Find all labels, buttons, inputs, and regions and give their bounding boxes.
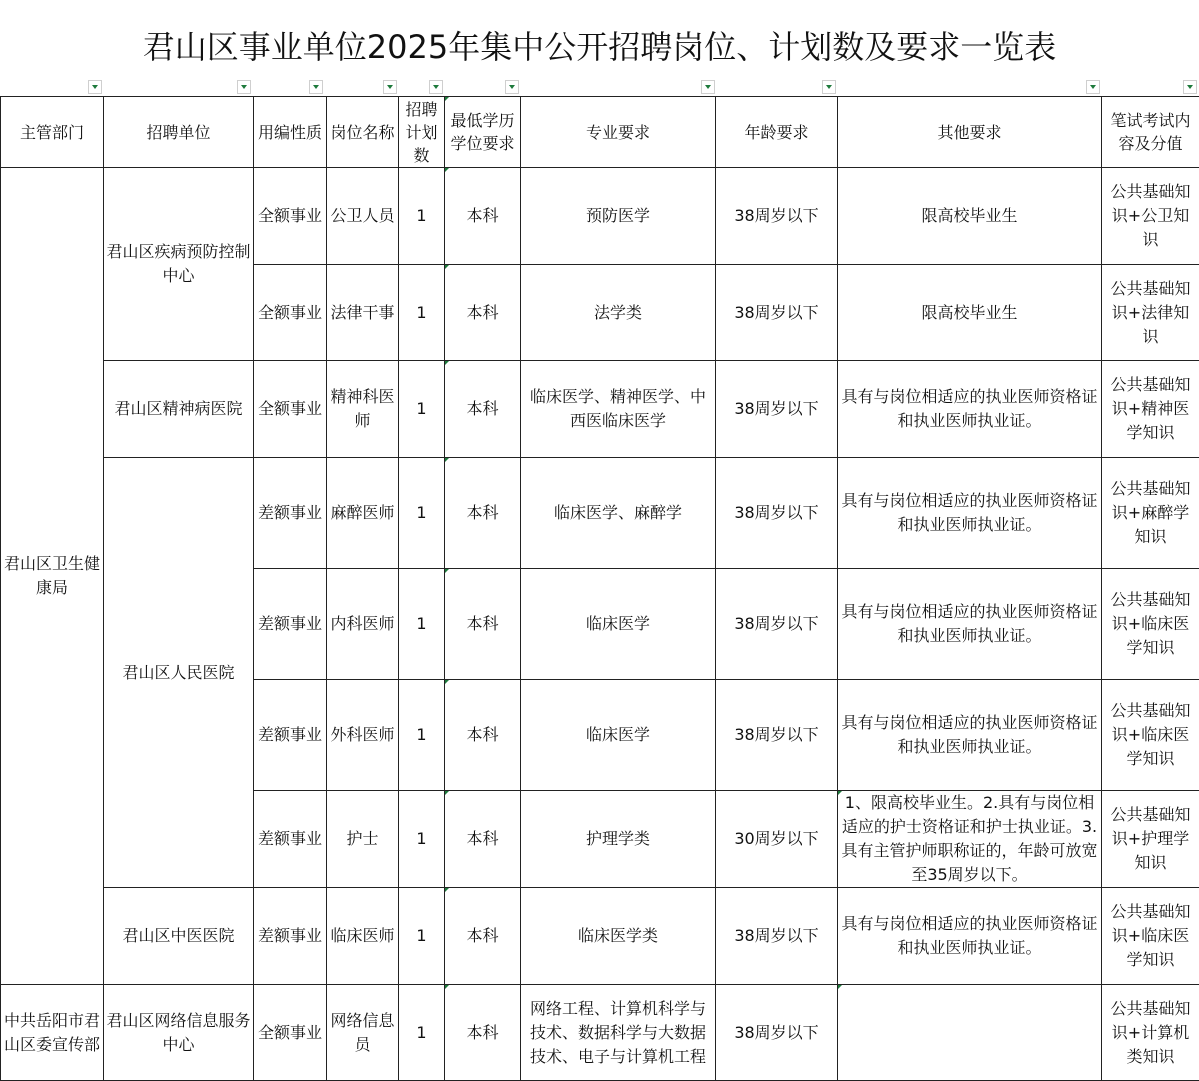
exam-cell: 公共基础知识+护理学知识 xyxy=(1102,791,1199,888)
nature-cell: 全额事业 xyxy=(254,265,327,361)
table-row xyxy=(1,985,1199,1081)
department-cell: 君山区卫生健康局 xyxy=(1,168,104,985)
count-cell: 1 xyxy=(399,888,445,985)
exam-cell: 公共基础知识+计算机类知识 xyxy=(1102,985,1199,1081)
filter-dropdown-icon[interactable] xyxy=(505,80,519,94)
header-cell: 笔试考试内容及分值 xyxy=(1102,97,1199,168)
table-row xyxy=(1,888,1199,985)
unit-cell: 君山区中医医院 xyxy=(104,888,254,985)
count-cell: 1 xyxy=(399,680,445,791)
unit-cell: 君山区人民医院 xyxy=(104,458,254,888)
exam-cell: 公共基础知识+临床医学知识 xyxy=(1102,680,1199,791)
post-cell: 护士 xyxy=(327,791,399,888)
major-cell: 网络工程、计算机科学与技术、数据科学与大数据技术、电子与计算机工程 xyxy=(521,985,716,1081)
major-cell: 临床医学 xyxy=(521,569,716,680)
major-cell: 临床医学、精神医学、中西医临床医学 xyxy=(521,361,716,458)
major-cell: 法学类 xyxy=(521,265,716,361)
other-cell: 具有与岗位相适应的执业医师资格证和执业医师执业证。 xyxy=(838,361,1102,458)
education-cell: 本科 xyxy=(445,361,521,458)
nature-cell: 全额事业 xyxy=(254,985,327,1081)
count-cell: 1 xyxy=(399,458,445,569)
count-cell: 1 xyxy=(399,985,445,1081)
education-cell: 本科 xyxy=(445,569,521,680)
major-cell: 临床医学 xyxy=(521,680,716,791)
post-cell: 外科医师 xyxy=(327,680,399,791)
filter-dropdown-icon[interactable] xyxy=(701,80,715,94)
age-cell: 38周岁以下 xyxy=(716,569,838,680)
education-cell: 本科 xyxy=(445,791,521,888)
education-cell: 本科 xyxy=(445,680,521,791)
exam-cell: 公共基础知识+精神医学知识 xyxy=(1102,361,1199,458)
major-cell: 临床医学、麻醉学 xyxy=(521,458,716,569)
count-cell: 1 xyxy=(399,265,445,361)
post-cell: 法律干事 xyxy=(327,265,399,361)
exam-cell: 公共基础知识+临床医学知识 xyxy=(1102,569,1199,680)
post-cell: 麻醉医师 xyxy=(327,458,399,569)
unit-cell: 君山区精神病医院 xyxy=(104,361,254,458)
filter-dropdown-icon[interactable] xyxy=(88,80,102,94)
age-cell: 38周岁以下 xyxy=(716,458,838,569)
exam-cell: 公共基础知识+麻醉学知识 xyxy=(1102,458,1199,569)
nature-cell: 差额事业 xyxy=(254,569,327,680)
filter-dropdown-icon[interactable] xyxy=(822,80,836,94)
unit-cell: 君山区疾病预防控制中心 xyxy=(104,168,254,361)
filter-row xyxy=(0,80,1199,96)
nature-cell: 差额事业 xyxy=(254,680,327,791)
post-cell: 精神科医师 xyxy=(327,361,399,458)
nature-cell: 全额事业 xyxy=(254,361,327,458)
post-cell: 临床医师 xyxy=(327,888,399,985)
age-cell: 38周岁以下 xyxy=(716,168,838,265)
page-title: 君山区事业单位2025年集中公开招聘岗位、计划数及要求一览表 xyxy=(0,22,1199,68)
education-cell: 本科 xyxy=(445,168,521,265)
header-cell: 专业要求 xyxy=(521,97,716,168)
count-cell: 1 xyxy=(399,168,445,265)
other-cell: 具有与岗位相适应的执业医师资格证和执业医师执业证。 xyxy=(838,569,1102,680)
nature-cell: 全额事业 xyxy=(254,168,327,265)
exam-cell: 公共基础知识+法律知识 xyxy=(1102,265,1199,361)
filter-dropdown-icon[interactable] xyxy=(309,80,323,94)
count-cell: 1 xyxy=(399,361,445,458)
table-row xyxy=(1,361,1199,458)
education-cell: 本科 xyxy=(445,985,521,1081)
header-cell: 岗位名称 xyxy=(327,97,399,168)
header-row xyxy=(1,97,1199,168)
other-cell: 具有与岗位相适应的执业医师资格证和执业医师执业证。 xyxy=(838,680,1102,791)
major-cell: 临床医学类 xyxy=(521,888,716,985)
post-cell: 内科医师 xyxy=(327,569,399,680)
education-cell: 本科 xyxy=(445,458,521,569)
header-cell: 其他要求 xyxy=(838,97,1102,168)
header-cell: 最低学历学位要求 xyxy=(445,97,521,168)
nature-cell: 差额事业 xyxy=(254,791,327,888)
filter-dropdown-icon[interactable] xyxy=(237,80,251,94)
education-cell: 本科 xyxy=(445,265,521,361)
filter-dropdown-icon[interactable] xyxy=(1183,80,1197,94)
nature-cell: 差额事业 xyxy=(254,888,327,985)
count-cell: 1 xyxy=(399,791,445,888)
age-cell: 38周岁以下 xyxy=(716,985,838,1081)
other-cell: 1、限高校毕业生。2.具有与岗位相适应的护士资格证和护士执业证。3.具有主管护师职称证的，年龄可放宽至35周岁以下。 xyxy=(838,791,1102,888)
other-cell: 限高校毕业生 xyxy=(838,265,1102,361)
other-cell: 具有与岗位相适应的执业医师资格证和执业医师执业证。 xyxy=(838,888,1102,985)
age-cell: 38周岁以下 xyxy=(716,680,838,791)
department-cell: 中共岳阳市君山区委宣传部 xyxy=(1,985,104,1081)
age-cell: 38周岁以下 xyxy=(716,888,838,985)
nature-cell: 差额事业 xyxy=(254,458,327,569)
other-cell: 具有与岗位相适应的执业医师资格证和执业医师执业证。 xyxy=(838,458,1102,569)
exam-cell: 公共基础知识+公卫知识 xyxy=(1102,168,1199,265)
header-cell: 年龄要求 xyxy=(716,97,838,168)
major-cell: 护理学类 xyxy=(521,791,716,888)
header-cell: 招聘计划数 xyxy=(399,97,445,168)
post-cell: 网络信息员 xyxy=(327,985,399,1081)
header-cell: 主管部门 xyxy=(1,97,104,168)
header-cell: 招聘单位 xyxy=(104,97,254,168)
unit-cell: 君山区网络信息服务中心 xyxy=(104,985,254,1081)
age-cell: 38周岁以下 xyxy=(716,361,838,458)
other-cell: 限高校毕业生 xyxy=(838,168,1102,265)
count-cell: 1 xyxy=(399,569,445,680)
major-cell: 预防医学 xyxy=(521,168,716,265)
education-cell: 本科 xyxy=(445,888,521,985)
age-cell: 30周岁以下 xyxy=(716,791,838,888)
table-row xyxy=(1,458,1199,569)
header-cell: 用编性质 xyxy=(254,97,327,168)
filter-dropdown-icon[interactable] xyxy=(383,80,397,94)
post-cell: 公卫人员 xyxy=(327,168,399,265)
table-row xyxy=(1,168,1199,265)
exam-cell: 公共基础知识+临床医学知识 xyxy=(1102,888,1199,985)
recruitment-table xyxy=(0,96,1199,1081)
age-cell: 38周岁以下 xyxy=(716,265,838,361)
other-cell xyxy=(838,985,1102,1081)
filter-dropdown-icon[interactable] xyxy=(1086,80,1100,94)
filter-dropdown-icon[interactable] xyxy=(429,80,443,94)
